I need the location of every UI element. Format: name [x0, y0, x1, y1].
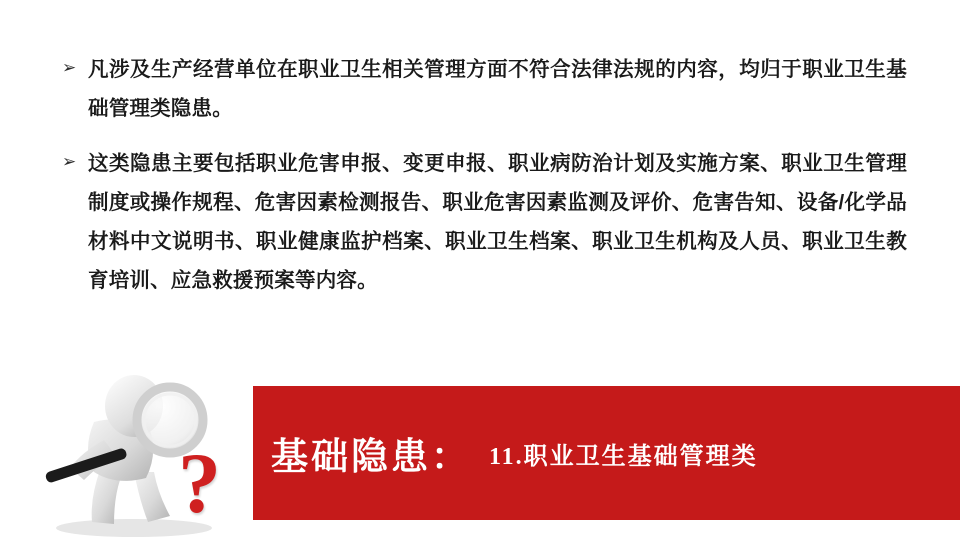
- bullet-text: 这类隐患主要包括职业危害申报、变更申报、职业病防治计划及实施方案、职业卫生管理制度或操作规程、危害因素检测报告、职业危害因素监测及评价、危害告知、设备/化学品材料中文说明书、职业健康监护档案、职业卫生档案、职业卫生机构及人员、职业卫生教育培训、应急救援预案等内容。: [88, 152, 907, 292]
- arrow-bullet-icon: ➢: [62, 58, 77, 78]
- arrow-bullet-icon: ➢: [62, 152, 77, 172]
- person-with-magnifier-icon: [38, 352, 268, 540]
- question-mark-icon: ?: [178, 435, 221, 531]
- bullet-list: [62, 50, 907, 316]
- section-banner: [253, 386, 960, 520]
- banner-title: 基础隐患：: [271, 436, 471, 477]
- banner-subtitle: 11.职业卫生基础管理类: [489, 443, 758, 470]
- list-item: [62, 50, 907, 128]
- list-item: [62, 144, 907, 300]
- bullet-text: 凡涉及生产经营单位在职业卫生相关管理方面不符合法律法规的内容，均归于职业卫生基础管理类隐患。: [88, 58, 907, 120]
- magnifier-person-illustration: [38, 352, 268, 540]
